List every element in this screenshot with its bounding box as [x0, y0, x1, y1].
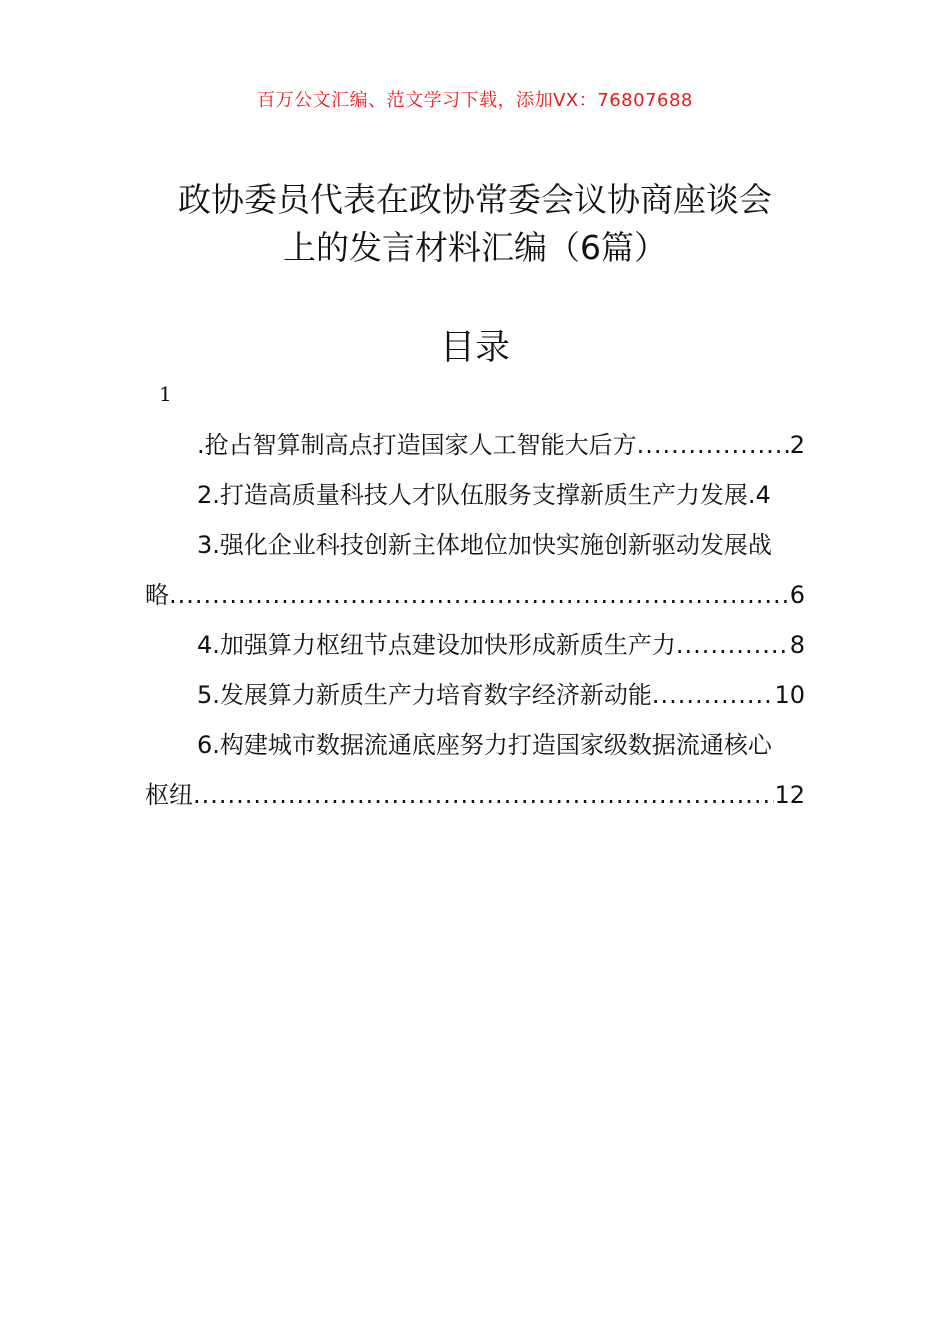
table-of-contents	[145, 420, 805, 820]
stray-number: 1	[159, 382, 172, 406]
toc-leader-dots	[193, 770, 774, 820]
toc-leader-dots	[169, 570, 790, 620]
toc-entry-label: 6.构建城市数据流通底座努力打造国家级数据流通核心	[197, 731, 772, 759]
toc-entry-2[interactable]	[145, 470, 805, 520]
toc-entry-page: 2	[789, 431, 805, 459]
toc-entry-page: 6	[789, 581, 805, 609]
toc-entry-5[interactable]	[145, 670, 805, 720]
toc-leader-dots	[652, 670, 775, 720]
toc-entry-label-cont: 略	[145, 581, 169, 609]
toc-leader-dots	[676, 620, 790, 670]
toc-entry-1[interactable]	[145, 420, 805, 470]
toc-entry-page: 8	[789, 631, 805, 659]
toc-heading: 目录	[439, 328, 510, 368]
document-title	[130, 176, 820, 272]
toc-entry-page: 4	[755, 481, 771, 509]
toc-entry-4[interactable]	[145, 620, 805, 670]
toc-entry-label: 2.打造高质量科技人才队伍服务支撑新质生产力发展.	[197, 481, 756, 509]
toc-leader-dots	[637, 420, 790, 470]
toc-entry-label: 3.强化企业科技创新主体地位加快实施创新驱动发展战	[197, 531, 772, 559]
document-title-line1: 政协委员代表在政协常委会议协商座谈会	[178, 180, 772, 219]
toc-entry-label: .抢占智算制高点打造国家人工智能大后方	[197, 431, 637, 459]
toc-entry-page: 10	[774, 681, 805, 709]
toc-entry-3-line2[interactable]	[145, 570, 805, 620]
header-note: 百万公文汇编、范文学习下载，添加VX：76807688	[257, 90, 693, 111]
toc-entry-label: 4.加强算力枢纽节点建设加快形成新质生产力	[197, 631, 676, 659]
toc-entry-page: 12	[774, 781, 805, 809]
document-title-line2: 上的发言材料汇编（6篇）	[283, 228, 667, 267]
toc-entry-label: 5.发展算力新质生产力培育数字经济新动能	[197, 681, 652, 709]
toc-entry-6-line1[interactable]	[145, 720, 805, 770]
toc-entry-3-line1[interactable]	[145, 520, 805, 570]
toc-entry-label-cont: 枢纽	[145, 781, 193, 809]
toc-entry-6-line2[interactable]	[145, 770, 805, 820]
